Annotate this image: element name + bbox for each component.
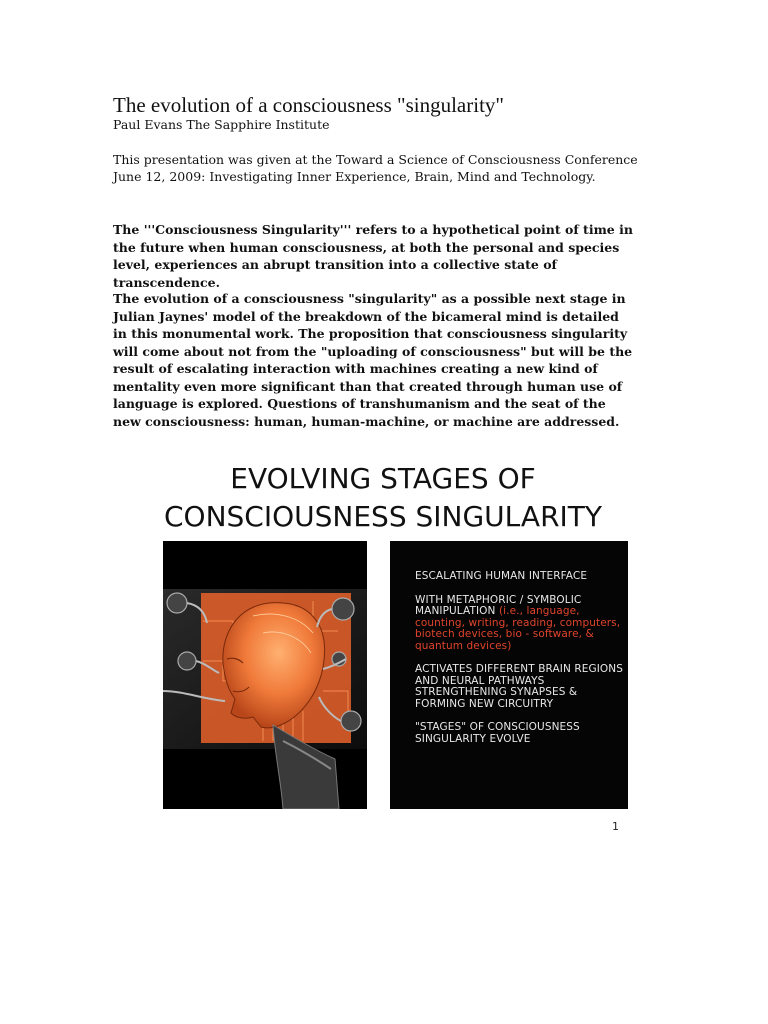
slide-bullets <box>415 571 625 757</box>
slide-bullet-1: ESCALATING HUMAN INTERFACE <box>415 570 588 582</box>
abstract-paragraph: The evolution of a consciousness "singularity" as a possible next stage in Julian Jaynes' model of the breakdown of the bicameral mind is detailed in this monumental work. The proposition that consciousness singularity will come about not from the "uploading of consciousness" but will be the result of escalating interaction with machines creating a new kind of mentality even more significant than that created through human use of language is explored. Questions of transhumanism and the seat of the new consciousness: human, human-machine, or machine are addressed. <box>113 291 633 429</box>
slide-bullet-4: "STAGES" OF CONSCIOUSNESS SINGULARITY EVOLVE <box>415 721 580 745</box>
slide-text-panel <box>390 541 628 809</box>
document-title: The evolution of a consciousness "singularity" <box>113 93 504 117</box>
definition-paragraph: The '''Consciousness Singularity''' refers to a hypothetical point of time in the future when human consciousness, at both the personal and species level, experiences an abrupt transition into a collective state of transcendence. <box>113 222 633 290</box>
author-line: Paul Evans The Sapphire Institute <box>113 117 330 132</box>
slide-bullet-2 <box>415 595 625 653</box>
slide-bullet-2-examples: (i.e., language, counting, writing, reading, computers, biotech devices, bio - software, & quantum devices) <box>415 605 621 652</box>
cyborg-head-icon <box>163 541 367 809</box>
cyborg-head-image <box>163 541 367 809</box>
slide-title <box>113 460 653 536</box>
slide-title-line1: EVOLVING STAGES OF <box>230 462 536 495</box>
intro-paragraph: This presentation was given at the Toward a Science of Consciousness Conference June 12, 2009: Investigating Inner Experience, Brain, Mind and Technology. <box>113 152 638 184</box>
slide-page-number: 1 <box>612 820 619 833</box>
slide-bullet-3: ACTIVATES DIFFERENT BRAIN REGIONS AND NEURAL PATHWAYS STRENGTHENING SYNAPSES & FORMING NEW CIRCUITRY <box>415 663 623 710</box>
slide-title-line2: CONSCIOUSNESS SINGULARITY <box>164 500 602 533</box>
slide-bullet-2-lead: WITH METAPHORIC / SYMBOLIC MANIPULATION <box>415 593 582 617</box>
